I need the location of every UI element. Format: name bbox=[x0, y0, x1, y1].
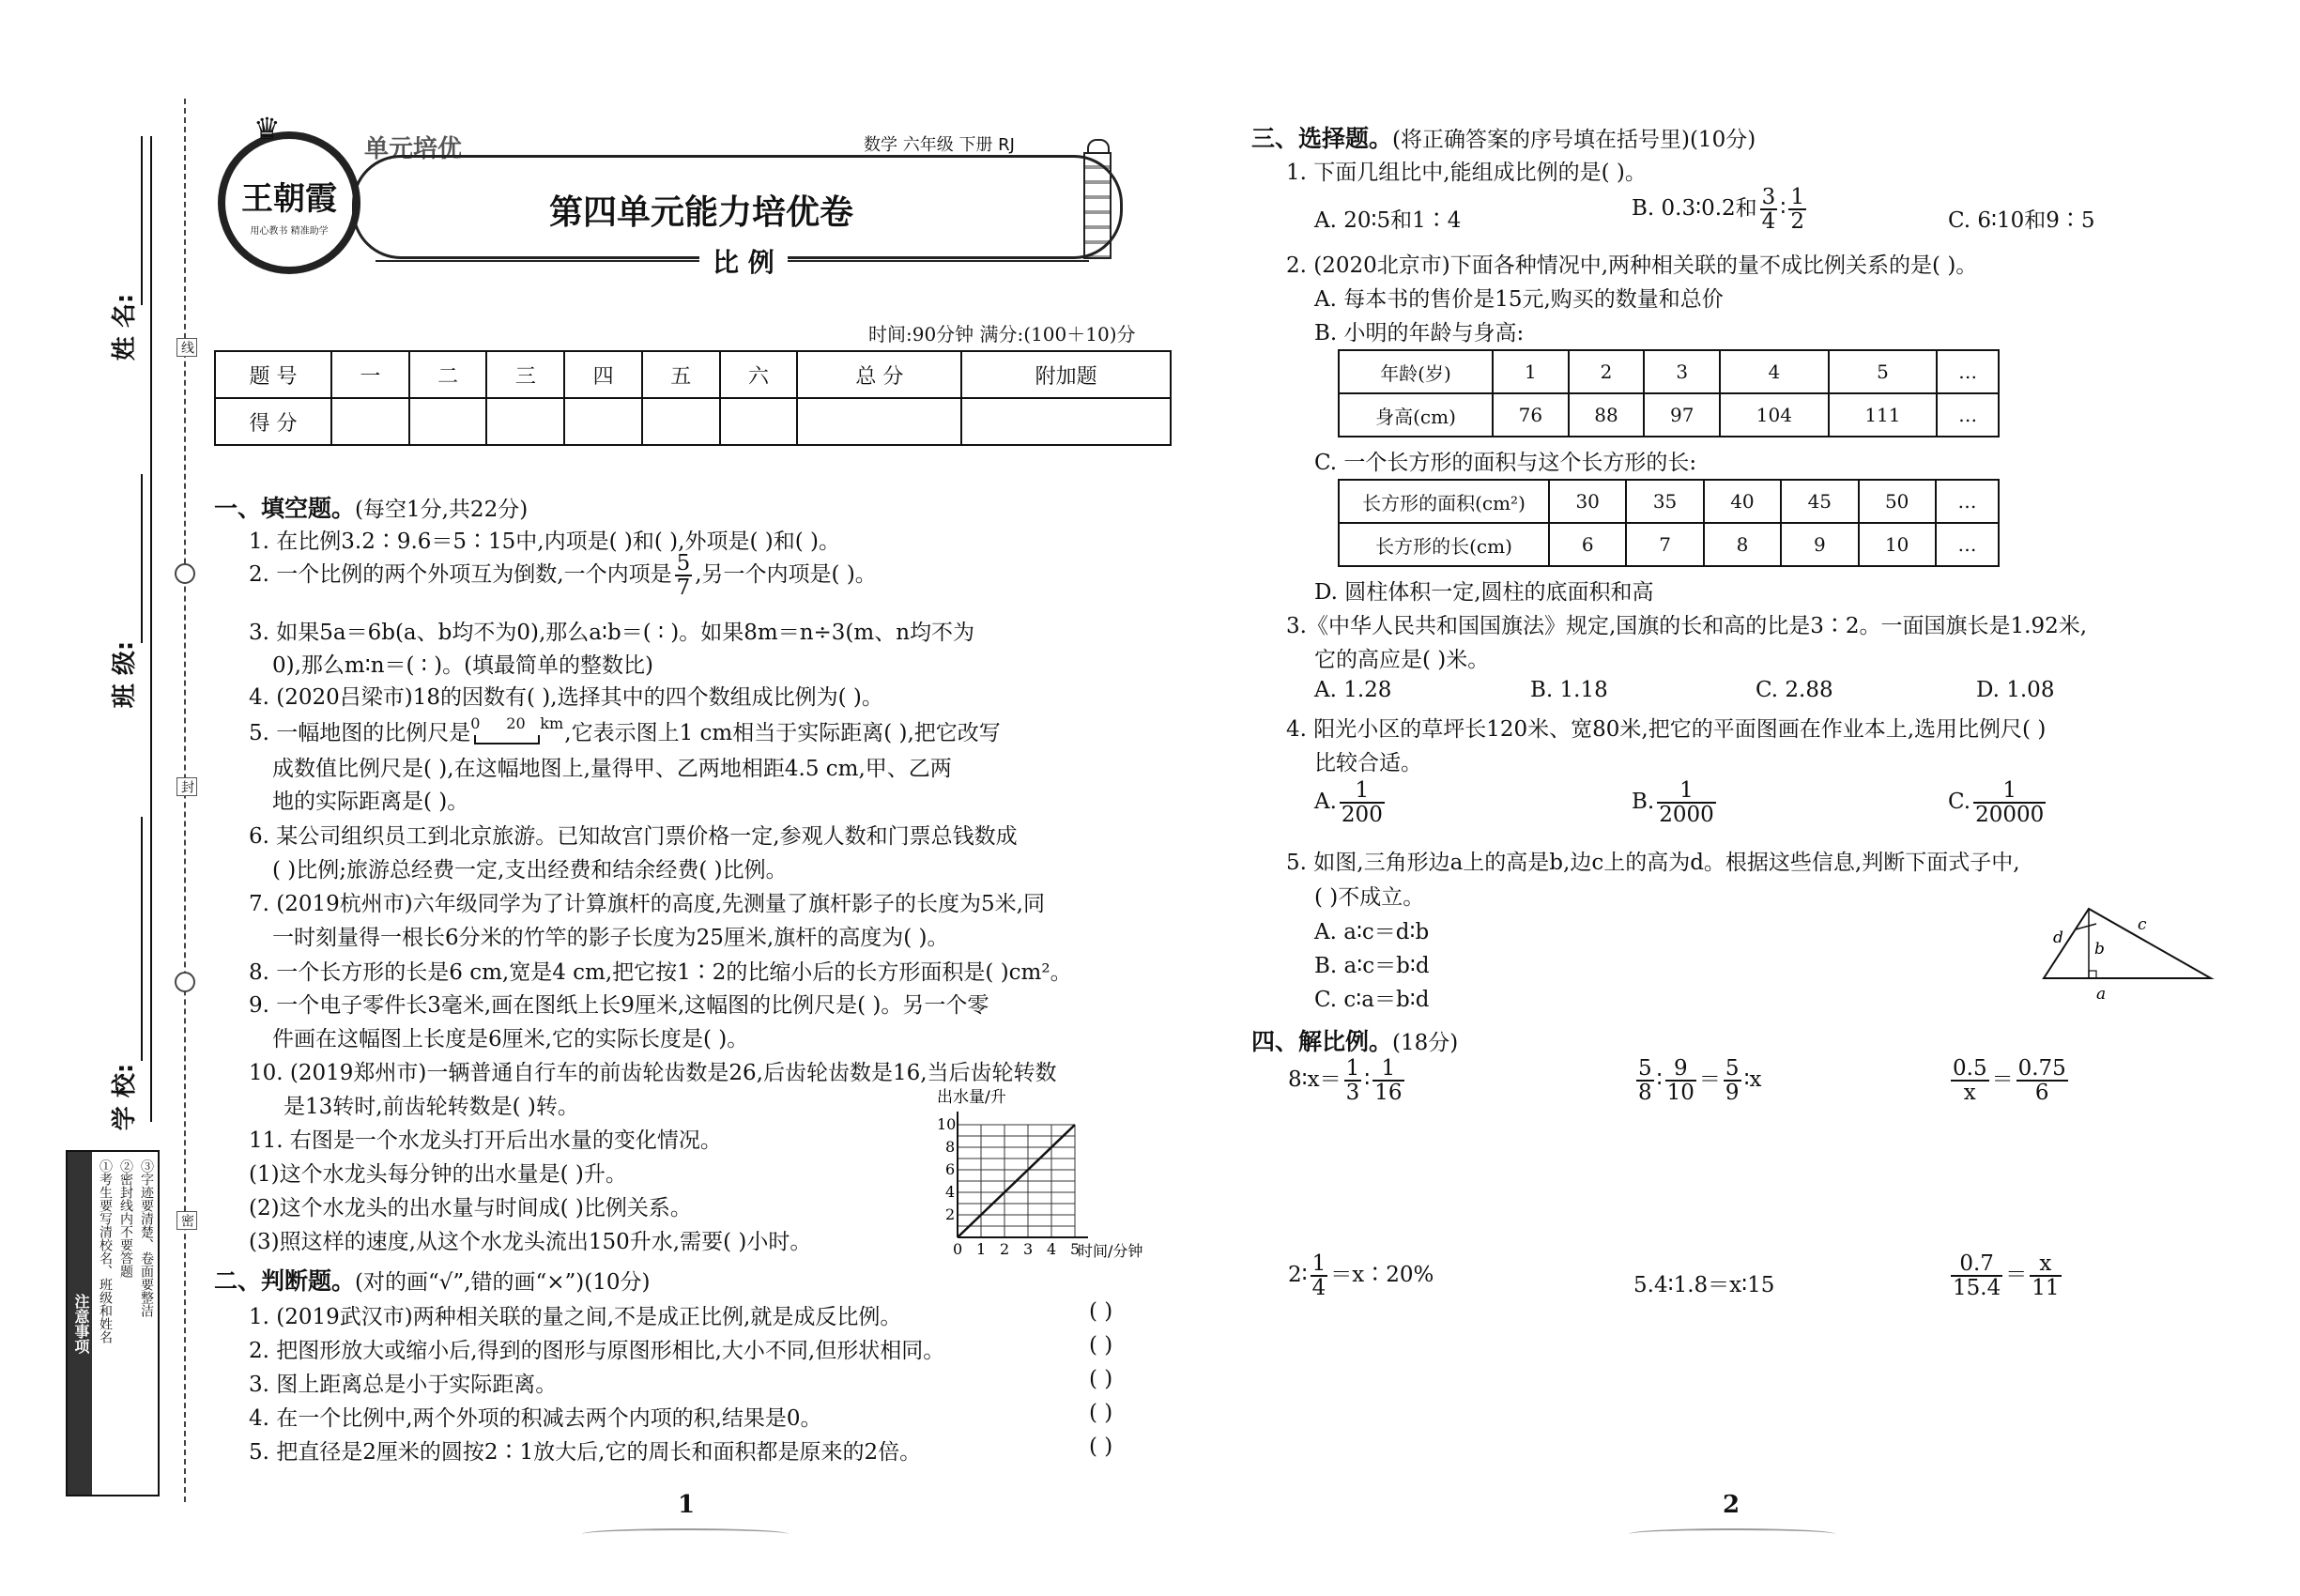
fill-q10-line-2: 是13转时,前齿轮转数是( )转。 bbox=[284, 1095, 579, 1119]
label-d: d bbox=[2053, 928, 2063, 947]
score-input[interactable] bbox=[486, 398, 564, 445]
table-cell: 年龄(岁) bbox=[1339, 350, 1493, 393]
score-input[interactable] bbox=[720, 398, 798, 445]
table-row bbox=[1339, 350, 1999, 393]
fraction bbox=[1344, 1057, 1362, 1104]
table-cell: 4 bbox=[1720, 350, 1829, 393]
table-cell: 7 bbox=[1626, 523, 1703, 566]
score-input-row bbox=[215, 398, 1171, 445]
score-cell: 六 bbox=[720, 351, 798, 398]
fraction-num: 1 bbox=[1657, 779, 1716, 804]
fill-q2-text-b: ,另一个内项是( )。 bbox=[695, 562, 877, 588]
score-cell: 题 号 bbox=[215, 351, 331, 398]
score-cell: 一 bbox=[331, 351, 409, 398]
table-cell: … bbox=[1936, 480, 1999, 523]
school-label: 学 校: bbox=[111, 1063, 140, 1131]
fraction-den: 8 bbox=[1638, 1081, 1652, 1106]
score-input[interactable] bbox=[331, 398, 409, 445]
fraction-den: 6 bbox=[2034, 1081, 2049, 1106]
seal-mark-secret: 密 bbox=[176, 1211, 197, 1230]
label-c: c bbox=[2138, 915, 2147, 934]
notes-item-1: ①考生要写清校名、班级和姓名 bbox=[98, 1159, 113, 1343]
equals: ＝ bbox=[1991, 1067, 2014, 1093]
page-number-left: 1 bbox=[678, 1491, 696, 1519]
score-input[interactable] bbox=[409, 398, 487, 445]
judge-item-3: 3. 图上距离总是小于实际距离。 bbox=[249, 1373, 558, 1397]
crown-icon: ♛ bbox=[253, 111, 281, 146]
fraction bbox=[1657, 779, 1716, 826]
fraction bbox=[1372, 1057, 1403, 1104]
score-header-row bbox=[215, 351, 1171, 398]
water-flow-chart bbox=[920, 1087, 1173, 1266]
section-4-note: (18分) bbox=[1392, 1031, 1459, 1055]
judge-blank-2[interactable]: ( ) bbox=[1089, 1333, 1113, 1358]
option-b-text: B. 0.3∶0.2和 bbox=[1632, 196, 1757, 222]
school-field[interactable] bbox=[141, 817, 143, 1061]
label-b: b bbox=[2094, 940, 2105, 959]
choice-q4-line-1: 4. 阳光小区的草坪长120米、宽80米,把它的平面图画在作业本上,选用比例尺( ) bbox=[1286, 717, 2047, 742]
fill-q5-line-1 bbox=[249, 715, 1001, 746]
section-1-note: (每空1分,共22分) bbox=[355, 498, 529, 522]
score-cell: 三 bbox=[486, 351, 564, 398]
fill-q11: 11. 右图是一个水龙头打开后出水量的变化情况。 bbox=[249, 1128, 722, 1153]
table-cell: 76 bbox=[1493, 393, 1569, 437]
table-cell: 88 bbox=[1569, 393, 1645, 437]
equation-3 bbox=[1948, 1057, 2071, 1104]
time-info: 时间:90分钟 满分:(100＋10)分 bbox=[868, 323, 1136, 345]
fraction bbox=[1788, 186, 1806, 233]
choice-q5-line-1: 5. 如图,三角形边a上的高是b,边c上的高为d。根据这些信息,判断下面式子中, bbox=[1286, 851, 2020, 875]
choice-q2-option-a[interactable]: A. 每本书的售价是15元,购买的数量和总价 bbox=[1314, 287, 1724, 312]
section-4-heading bbox=[1251, 1023, 1458, 1057]
equation-1 bbox=[1288, 1057, 1407, 1104]
chart-ylabel: 出水量/升 bbox=[937, 1088, 1006, 1107]
table-cell: 1 bbox=[1493, 350, 1569, 393]
judge-blank-4[interactable]: ( ) bbox=[1089, 1401, 1113, 1425]
table-row bbox=[1339, 523, 1999, 566]
notes-item-2: ②密封线内不要答题 bbox=[118, 1159, 133, 1278]
choice-q3-option-d[interactable]: D. 1.08 bbox=[1976, 678, 2055, 702]
equals: ＝ bbox=[1698, 1067, 1721, 1093]
notes-box bbox=[66, 1150, 160, 1496]
section-2-heading bbox=[214, 1263, 650, 1297]
option-label: A. bbox=[1314, 790, 1337, 815]
choice-q2-option-c[interactable]: C. 一个长方形的面积与这个长方形的长: bbox=[1314, 451, 1697, 475]
fraction-num: 0.75 bbox=[2017, 1056, 2066, 1081]
binding-hole-1 bbox=[175, 563, 195, 584]
option-label: C. bbox=[1948, 790, 1971, 815]
judge-item-4: 4. 在一个比例中,两个外项的积减去两个内项的积,结果是0。 bbox=[249, 1406, 822, 1431]
table-cell: 50 bbox=[1859, 480, 1936, 523]
table-cell: 35 bbox=[1626, 480, 1703, 523]
fill-q11-1: (1)这个水龙头每分钟的出水量是( )升。 bbox=[249, 1162, 627, 1187]
fraction-den: 20000 bbox=[1975, 803, 2045, 828]
section-1-title: 一、填空题。 bbox=[214, 495, 356, 522]
table-cell: 104 bbox=[1720, 393, 1829, 437]
score-cell: 附加题 bbox=[961, 351, 1171, 398]
fill-q7-line-2: 一时刻量得一根长6分米的竹竿的影子长度为25厘米,旗杆的高度为( )。 bbox=[272, 926, 949, 950]
fraction-num: 1 bbox=[1790, 185, 1804, 209]
section-3-heading bbox=[1251, 120, 1756, 154]
page-number-right: 2 bbox=[1723, 1491, 1740, 1519]
fraction bbox=[1973, 779, 2046, 826]
fill-q10-line-1: 10. (2019郑州市)一辆普通自行车的前齿轮齿数是26,后齿轮齿数是16,当后齿轮转数 bbox=[249, 1061, 1057, 1085]
table-cell: 9 bbox=[1781, 523, 1858, 566]
fraction-num: 1 bbox=[1372, 1057, 1403, 1082]
fill-q8: 8. 一个长方形的长是6 cm,宽是4 cm,把它按1∶2的比缩小后的长方形面积是( )cm²。 bbox=[249, 960, 1072, 985]
scale-bar-zero: 0 bbox=[470, 714, 481, 732]
equals: ＝ bbox=[2005, 1263, 2028, 1288]
area-length-table bbox=[1338, 479, 2000, 567]
y-tick-label: 2 bbox=[945, 1205, 956, 1223]
judge-item-1: 1. (2019武汉市)两种相关联的量之间,不是成正比例,就是成反比例。 bbox=[249, 1305, 902, 1329]
fill-q3-line-2: 0),那么m∶n＝( ∶ )。(填最简单的整数比) bbox=[272, 653, 654, 678]
table-cell: 3 bbox=[1644, 350, 1720, 393]
brand-slogan: 用心教书 精准助学 bbox=[250, 226, 329, 237]
table-cell: 40 bbox=[1704, 480, 1781, 523]
fraction-den: 15.4 bbox=[1953, 1276, 2001, 1301]
choice-q5-line-2: ( )不成立。 bbox=[1314, 885, 1425, 910]
choice-q2: 2. (2020北京市)下面各种情况中,两种相关联的量不成比例关系的是( )。 bbox=[1286, 253, 1978, 278]
binding-hole-2 bbox=[175, 972, 195, 992]
fraction-den: 10 bbox=[1666, 1081, 1694, 1106]
age-height-table bbox=[1338, 349, 2000, 437]
table-cell: 97 bbox=[1644, 393, 1720, 437]
fill-q5-text-b: ,它表示图上1 cm相当于实际距离( ),把它改写 bbox=[564, 721, 1001, 745]
fill-q2-text-a: 2. 一个比例的两个外项互为倒数,一个内项是 bbox=[249, 562, 672, 588]
choice-q2-option-d[interactable]: D. 圆柱体积一定,圆柱的底面积和高 bbox=[1314, 580, 1654, 605]
section-2-note: (对的画“√”,错的画“×”)(10分) bbox=[355, 1270, 651, 1295]
fraction bbox=[1311, 1252, 1328, 1299]
score-cell: 二 bbox=[409, 351, 487, 398]
fraction bbox=[2030, 1252, 2061, 1299]
fraction-den: 4 bbox=[1761, 209, 1776, 235]
choice-q1: 1. 下面几组比中,能组成比例的是( )。 bbox=[1286, 161, 1647, 185]
table-cell: 6 bbox=[1549, 523, 1626, 566]
table-cell: 45 bbox=[1781, 480, 1858, 523]
table-cell: 8 bbox=[1704, 523, 1781, 566]
section-1-heading bbox=[214, 490, 528, 524]
eq-text: 2∶ bbox=[1288, 1263, 1308, 1288]
fraction-den: x bbox=[1963, 1081, 1976, 1106]
fraction-num: 0.7 bbox=[1951, 1252, 2002, 1277]
table-cell: 10 bbox=[1859, 523, 1936, 566]
fraction-den: 7 bbox=[676, 575, 691, 601]
scale-bar-unit: km bbox=[540, 714, 564, 732]
seal-dashed-line bbox=[184, 99, 186, 1502]
equation-5: 5.4∶1.8＝x∶15 bbox=[1633, 1273, 1775, 1297]
fill-q2 bbox=[249, 552, 877, 599]
choice-q3-option-a[interactable]: A. 1.28 bbox=[1314, 678, 1392, 702]
fraction-den: 200 bbox=[1341, 803, 1383, 828]
fill-q3-line-1: 3. 如果5a＝6b(a、b均不为0),那么a∶b＝( ∶ )。如果8m＝n÷3(m、n均不为 bbox=[249, 621, 975, 645]
footer-ornament-right bbox=[1629, 1528, 1835, 1540]
choice-q5-option-a[interactable]: A. a∶c＝d∶b bbox=[1314, 920, 1430, 944]
header-meta: 数学 六年级 下册 RJ bbox=[864, 135, 1015, 155]
y-tick-label: 8 bbox=[945, 1138, 956, 1156]
name-label: 姓 名: bbox=[111, 293, 140, 361]
table-cell: … bbox=[1937, 350, 1999, 393]
eq-text: 8∶x＝ bbox=[1288, 1067, 1342, 1093]
score-input[interactable] bbox=[797, 398, 961, 445]
colon: ∶ bbox=[1364, 1067, 1371, 1093]
fraction bbox=[1760, 186, 1778, 233]
choice-q1-option-a[interactable]: A. 20∶5和1∶4 bbox=[1314, 208, 1462, 233]
judge-blank-1[interactable]: ( ) bbox=[1089, 1299, 1113, 1324]
fill-q7-line-1: 7. (2019杭州市)六年级同学为了计算旗杆的高度,先测量了旗杆影子的长度为5米,同 bbox=[249, 892, 1045, 916]
label-a: a bbox=[2096, 985, 2107, 1004]
table-cell: 5 bbox=[1829, 350, 1938, 393]
page-subtitle: 比 例 bbox=[699, 242, 788, 280]
fill-q4: 4. (2020吕梁市)18的因数有( ),选择其中的四个数组成比例为( )。 bbox=[249, 685, 883, 710]
fill-q11-2: (2)这个水龙头的出水量与时间成( )比例关系。 bbox=[249, 1196, 692, 1220]
fraction-den: 3 bbox=[1345, 1081, 1360, 1106]
fill-q2-fraction bbox=[675, 552, 693, 599]
x-tick-label: 5 bbox=[1070, 1240, 1081, 1258]
footer-ornament-left bbox=[582, 1528, 789, 1540]
equation-2 bbox=[1633, 1057, 1762, 1104]
scale-bar-line bbox=[474, 735, 540, 744]
fraction bbox=[2016, 1057, 2068, 1104]
class-label: 班 级: bbox=[111, 640, 140, 709]
section-2-title: 二、判断题。 bbox=[214, 1267, 356, 1295]
chart-xlabel: 时间/分钟 bbox=[1078, 1242, 1143, 1260]
score-table bbox=[214, 350, 1172, 446]
fraction bbox=[1951, 1057, 1989, 1104]
fraction-den: 9 bbox=[1725, 1081, 1740, 1106]
fraction bbox=[1340, 779, 1385, 826]
fill-q1: 1. 在比例3.2∶9.6＝5∶15中,内项是( )和( ),外项是( )和( )。 bbox=[249, 529, 840, 554]
y-tick-label: 4 bbox=[945, 1183, 956, 1201]
section-4-title: 四、解比例。 bbox=[1251, 1028, 1393, 1055]
score-input[interactable] bbox=[961, 398, 1171, 445]
fraction bbox=[1636, 1057, 1654, 1104]
score-cell: 得 分 bbox=[215, 398, 331, 445]
choice-q5-option-c[interactable]: C. c∶a＝b∶d bbox=[1314, 988, 1430, 1012]
score-input[interactable] bbox=[564, 398, 642, 445]
choice-q3-option-b[interactable]: B. 1.18 bbox=[1530, 678, 1608, 702]
fraction-num: 5 bbox=[1725, 1056, 1740, 1081]
seal-mark-seal: 封 bbox=[176, 777, 197, 796]
table-cell: … bbox=[1936, 523, 1999, 566]
equation-6 bbox=[1948, 1252, 2064, 1299]
fraction-num: 1 bbox=[1340, 779, 1385, 804]
table-cell: 30 bbox=[1549, 480, 1626, 523]
y-tick-label: 10 bbox=[937, 1115, 957, 1133]
colon: ∶ bbox=[1656, 1067, 1663, 1093]
score-input[interactable] bbox=[642, 398, 720, 445]
scale-bar-value: 20 bbox=[506, 714, 526, 732]
fraction-den: 11 bbox=[2032, 1276, 2060, 1301]
triangle-shape bbox=[2044, 909, 2211, 978]
series-label: 单元培优 bbox=[364, 135, 463, 163]
choice-q1-option-b[interactable] bbox=[1632, 186, 1809, 233]
brand-name: 王朝霞 bbox=[241, 180, 337, 218]
x-tick-label: 0 bbox=[953, 1240, 963, 1258]
choice-q4-option-b[interactable] bbox=[1632, 779, 1719, 826]
score-cell: 五 bbox=[642, 351, 720, 398]
fill-q6-line-2: ( )比例;旅游总经费一定,支出经费和结余经费( )比例。 bbox=[272, 858, 788, 882]
fraction bbox=[1724, 1057, 1741, 1104]
fraction-num: 1 bbox=[1345, 1056, 1360, 1081]
table-cell: 111 bbox=[1829, 393, 1938, 437]
choice-q4-option-c[interactable] bbox=[1948, 779, 2048, 826]
x-tick-label: 1 bbox=[976, 1240, 987, 1258]
x-tick-label: 2 bbox=[1000, 1240, 1010, 1258]
choice-q3-line-2: 它的高应是( )米。 bbox=[1314, 648, 1490, 672]
fraction-den: 4 bbox=[1311, 1276, 1326, 1301]
name-field[interactable] bbox=[141, 136, 143, 305]
table-cell: 长方形的长(cm) bbox=[1339, 523, 1549, 566]
fill-q9-line-1: 9. 一个电子零件长3毫米,画在图纸上长9厘米,这幅图的比例尺是( )。另一个零 bbox=[249, 993, 989, 1018]
choice-q3-line-1: 3.《中华人民共和国国旗法》规定,国旗的长和高的比是3∶2。一面国旗长是1.92米, bbox=[1286, 614, 2088, 638]
section-3-title: 三、选择题。 bbox=[1251, 125, 1393, 152]
margin-rule bbox=[150, 136, 152, 1122]
table-cell: … bbox=[1937, 393, 1999, 437]
fraction-num: 3 bbox=[1761, 185, 1776, 209]
fill-q5-line-3: 地的实际距离是( )。 bbox=[272, 790, 469, 814]
choice-q1-option-c[interactable]: C. 6∶10和9∶5 bbox=[1948, 208, 2095, 233]
fraction-num: 5 bbox=[1638, 1056, 1652, 1081]
score-cell: 四 bbox=[564, 351, 642, 398]
judge-blank-3[interactable]: ( ) bbox=[1089, 1367, 1113, 1391]
choice-q4-option-a[interactable] bbox=[1314, 779, 1388, 826]
judge-item-5: 5. 把直径是2厘米的圆按2∶1放大后,它的周长和面积都是原来的2倍。 bbox=[249, 1440, 922, 1465]
fill-q9-line-2: 件画在这幅图上长度是6厘米,它的实际长度是( )。 bbox=[272, 1027, 749, 1051]
seal-mark-line: 线 bbox=[176, 338, 197, 357]
eq-text: ∶x bbox=[1743, 1067, 1762, 1093]
table-row bbox=[1339, 393, 1999, 437]
page-title: 第四单元能力培优卷 bbox=[549, 193, 854, 232]
scale-bar bbox=[470, 714, 564, 746]
table-cell: 2 bbox=[1569, 350, 1645, 393]
table-row bbox=[1339, 480, 1999, 523]
table-cell: 身高(cm) bbox=[1339, 393, 1493, 437]
colon: ∶ bbox=[1780, 196, 1786, 222]
fraction-num: 9 bbox=[1665, 1057, 1696, 1082]
fraction-num: 1 bbox=[1311, 1251, 1326, 1276]
eq-text: ＝x∶20% bbox=[1330, 1263, 1434, 1288]
fill-q11-3: (3)照这样的速度,从这个水龙头流出150升水,需要( )小时。 bbox=[249, 1230, 812, 1254]
fill-q5-text-a: 5. 一幅地图的比例尺是 bbox=[249, 721, 471, 745]
notes-title: 注意事项 bbox=[68, 1152, 92, 1495]
score-cell: 总 分 bbox=[797, 351, 961, 398]
choice-q5-option-b[interactable]: B. a∶c＝b∶d bbox=[1314, 954, 1430, 978]
choice-q3-option-c[interactable]: C. 2.88 bbox=[1756, 678, 1833, 702]
fraction bbox=[1951, 1252, 2002, 1299]
table-cell: 长方形的面积(cm²) bbox=[1339, 480, 1549, 523]
judge-item-2: 2. 把图形放大或缩小后,得到的图形与原图形相比,大小不同,但形状相同。 bbox=[249, 1339, 945, 1363]
x-tick-label: 4 bbox=[1047, 1240, 1057, 1258]
fill-q5-line-2: 成数值比例尺是( ),在这幅地图上,量得甲、乙两地相距4.5 cm,甲、乙两 bbox=[272, 757, 952, 781]
choice-q2-option-b[interactable]: B. 小明的年龄与身高: bbox=[1314, 321, 1525, 345]
option-label: B. bbox=[1632, 790, 1655, 815]
class-field[interactable] bbox=[141, 474, 143, 643]
x-tick-label: 3 bbox=[1023, 1240, 1034, 1258]
fraction-den: 2000 bbox=[1659, 803, 1714, 828]
choice-q4-line-2: 比较合适。 bbox=[1314, 751, 1422, 775]
notes-item-3: ③字迹要清楚、卷面要整洁 bbox=[139, 1159, 154, 1317]
brand-logo bbox=[218, 111, 360, 274]
fraction-num: 5 bbox=[676, 551, 691, 575]
fraction-num: x bbox=[2030, 1252, 2061, 1277]
triangle-figure bbox=[2042, 901, 2220, 1005]
fraction-den: 16 bbox=[1374, 1081, 1403, 1106]
fraction-den: 2 bbox=[1790, 209, 1804, 235]
fraction bbox=[1665, 1057, 1696, 1104]
fill-q6-line-1: 6. 某公司组织员工到北京旅游。已知故宫门票价格一定,参观人数和门票总钱数成 bbox=[249, 824, 1018, 849]
y-tick-label: 6 bbox=[945, 1160, 956, 1178]
section-3-note: (将正确答案的序号填在括号里)(10分) bbox=[1392, 128, 1756, 152]
judge-blank-5[interactable]: ( ) bbox=[1089, 1435, 1113, 1459]
equation-4 bbox=[1288, 1252, 1434, 1299]
fraction-num: 1 bbox=[1973, 779, 2046, 804]
right-angle-mark bbox=[2089, 971, 2096, 978]
fraction-num: 0.5 bbox=[1953, 1056, 1987, 1081]
